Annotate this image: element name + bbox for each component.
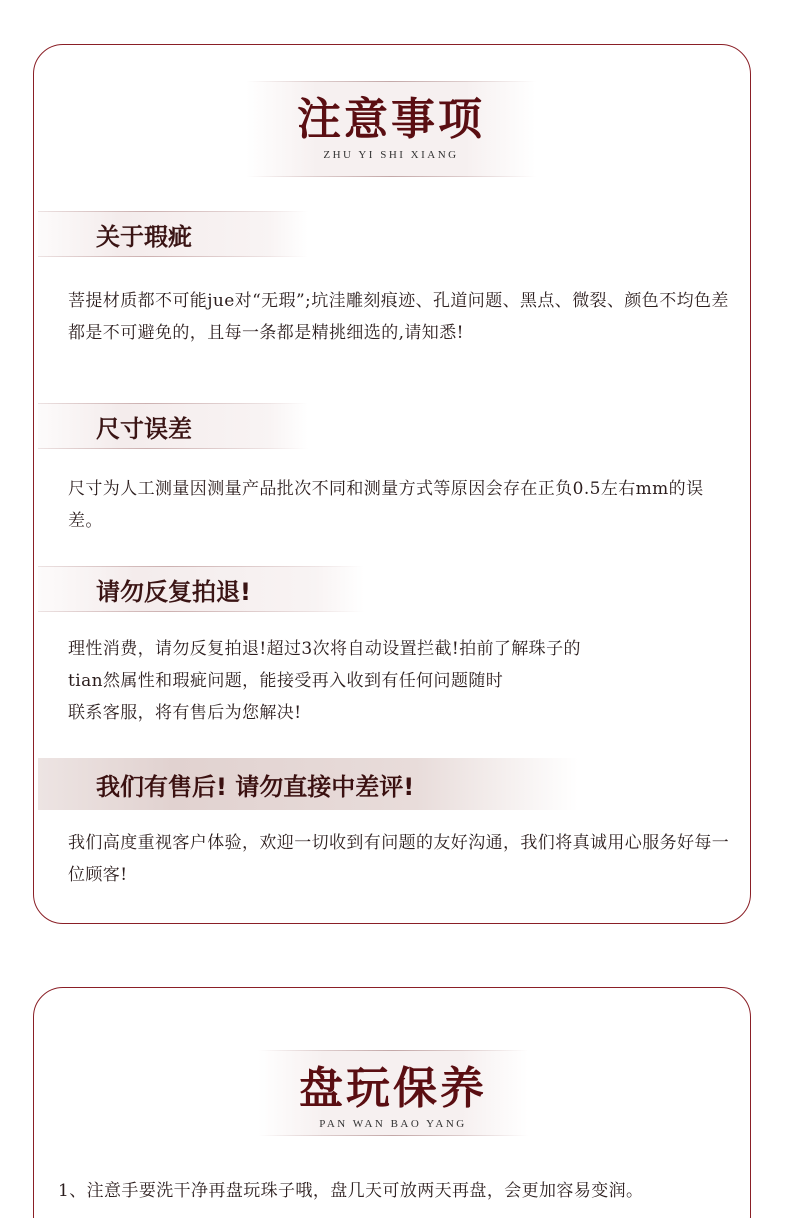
notice-card xyxy=(33,44,751,924)
notice-title-block xyxy=(246,81,536,177)
notice-title: 注意事项 xyxy=(297,94,485,145)
care-item-1: 1、注意手要洗干净再盘玩珠子哦，盘几天可放两天再盘，会更加容易变润。 xyxy=(58,1181,644,1201)
care-title-block xyxy=(258,1050,528,1136)
section-body-flaws: 菩提材质都不可能jue对“无瑕”;坑洼雕刻痕迹、孔道问题、黑点、微裂、颜色不均色差都是不可避免的，且每一条都是精挑细选的,请知悉! xyxy=(68,291,729,343)
body-line: tian然属性和瑕疵问题，能接受再入收到有任何问题随时 xyxy=(68,671,504,691)
body-line: 理性消费，请勿反复拍退!超过3次将自动设置拦截!拍前了解珠子的 xyxy=(68,639,581,659)
section-body-size-error: 尺寸为人工测量因测量产品批次不同和测量方式等原因会存在正负0.5左右mm的误差。 xyxy=(68,479,704,531)
section-heading-no-repeat-returns: 请勿反复拍退! xyxy=(38,566,364,612)
notice-subtitle: ZHU YI SHI XIANG xyxy=(323,149,459,161)
section-heading-after-sales: 我们有售后! 请勿直接中差评! xyxy=(38,758,578,810)
body-line: 联系客服，将有售后为您解决! xyxy=(68,703,302,723)
section-body-after-sales: 我们高度重视客户体验，欢迎一切收到有问题的友好沟通，我们将真诚用心服务好每一位顾客! xyxy=(68,833,730,885)
section-heading-size-error: 尺寸误差 xyxy=(38,403,308,449)
section-heading-flaws: 关于瑕疵 xyxy=(38,211,308,257)
care-subtitle: PAN WAN BAO YANG xyxy=(319,1118,467,1130)
section-body-no-repeat-returns xyxy=(68,633,736,729)
care-title: 盘玩保养 xyxy=(299,1063,487,1114)
care-card xyxy=(33,987,751,1218)
